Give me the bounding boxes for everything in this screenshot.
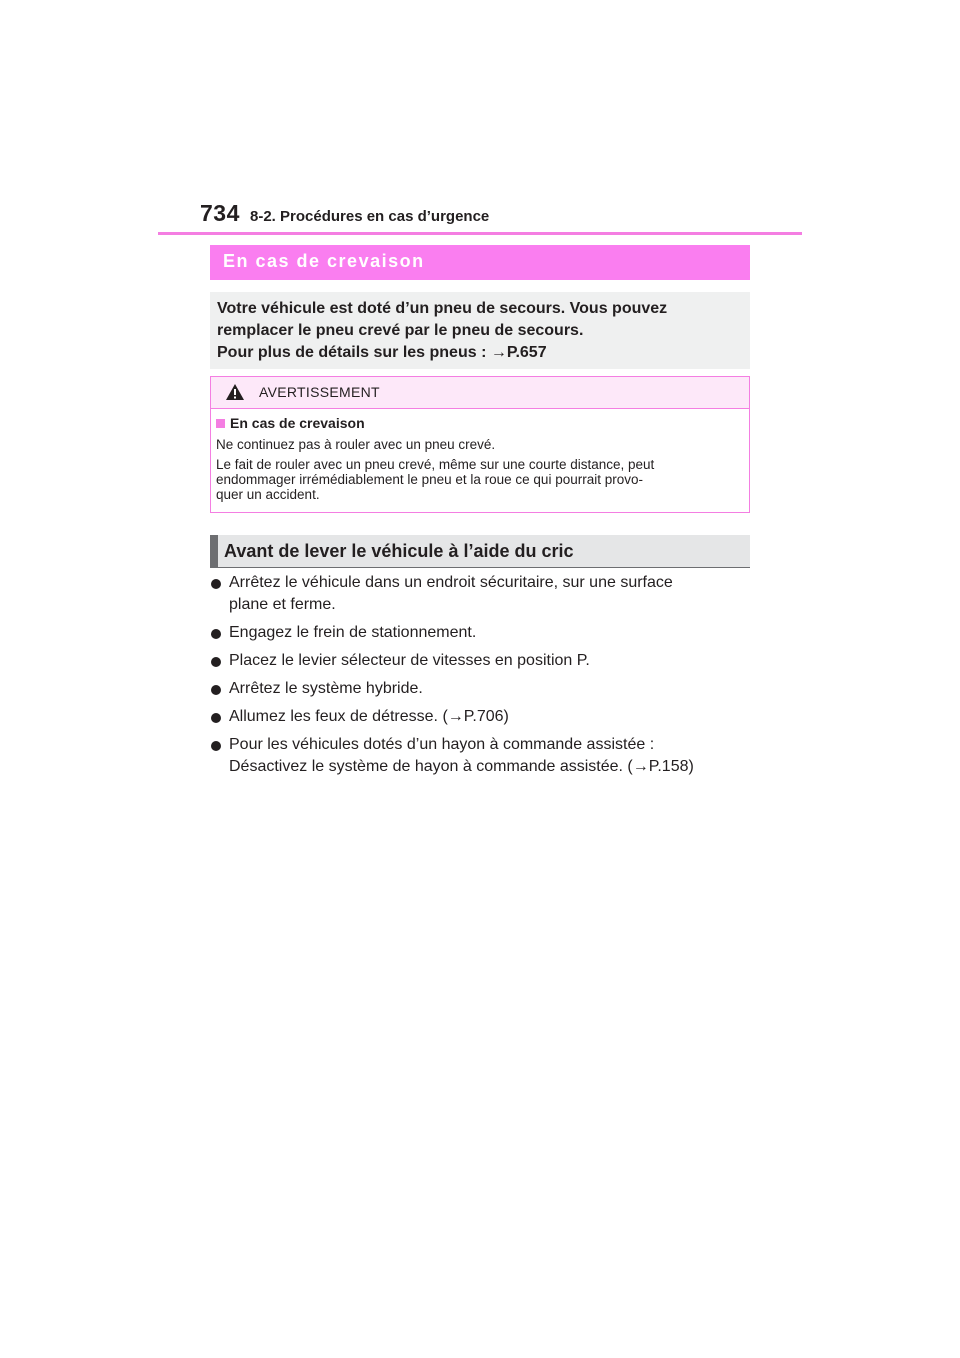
round-bullet-icon	[211, 629, 221, 639]
intro-box	[210, 292, 750, 369]
header-rule	[158, 232, 802, 235]
warning-box	[210, 376, 750, 513]
warning-body	[211, 409, 749, 502]
list-item	[210, 622, 770, 644]
list-item-line: Arrêtez le véhicule dans un endroit sécuritaire, sur une surface	[229, 574, 673, 591]
round-bullet-icon	[211, 657, 221, 667]
round-bullet-icon	[211, 713, 221, 723]
round-bullet-icon	[211, 685, 221, 695]
list-item-line: Engagez le frein de stationnement.	[229, 624, 477, 641]
list-item-line: plane et ferme.	[229, 596, 336, 613]
intro-line: remplacer le pneu crevé par le pneu de secours.	[217, 322, 584, 339]
list-item	[210, 678, 770, 700]
list-item	[210, 706, 770, 728]
list-item	[210, 650, 770, 672]
list-item-line: Allumez les feux de détresse. (→P.706)	[229, 708, 509, 725]
list-item	[210, 572, 770, 616]
section-heading: En cas de crevaison	[210, 245, 750, 280]
list-item-line: Placez le levier sélecteur de vitesses en position P.	[229, 652, 590, 669]
warning-subheading-text: En cas de crevaison	[230, 415, 365, 431]
page-number: 734	[200, 200, 240, 226]
round-bullet-icon	[211, 741, 221, 751]
section-title: 8-2. Procédures en cas d’urgence	[250, 208, 490, 225]
intro-line: Votre véhicule est doté d’un pneu de secours. Vous pouvez	[217, 300, 668, 317]
square-bullet-icon	[216, 419, 225, 428]
warning-paragraph	[216, 457, 743, 502]
list-item-line: Désactivez le système de hayon à commande assistée. (→P.158)	[229, 758, 694, 775]
list-item	[210, 734, 770, 778]
subsection-heading: Avant de lever le véhicule à l’aide du cric	[210, 535, 750, 568]
list-item-line: Pour les véhicules dotés d’un hayon à commande assistée :	[229, 736, 655, 753]
warning-subheading	[216, 413, 743, 433]
warning-header	[211, 377, 749, 409]
warning-title: AVERTISSEMENT	[259, 384, 380, 400]
intro-line: Pour plus de détails sur les pneus : →P.657	[217, 344, 547, 361]
warning-triangle-icon	[225, 383, 245, 401]
round-bullet-icon	[211, 579, 221, 589]
list-item-line: Arrêtez le système hybride.	[229, 680, 423, 697]
warning-line: endommager irrémédiablement le pneu et la roue ce qui pourrait provo-	[216, 472, 643, 487]
warning-paragraph: Ne continuez pas à rouler avec un pneu crevé.	[216, 437, 496, 452]
bullet-list	[210, 572, 770, 784]
warning-line: Le fait de rouler avec un pneu crevé, même sur une courte distance, peut	[216, 457, 655, 472]
warning-line: quer un accident.	[216, 487, 320, 502]
